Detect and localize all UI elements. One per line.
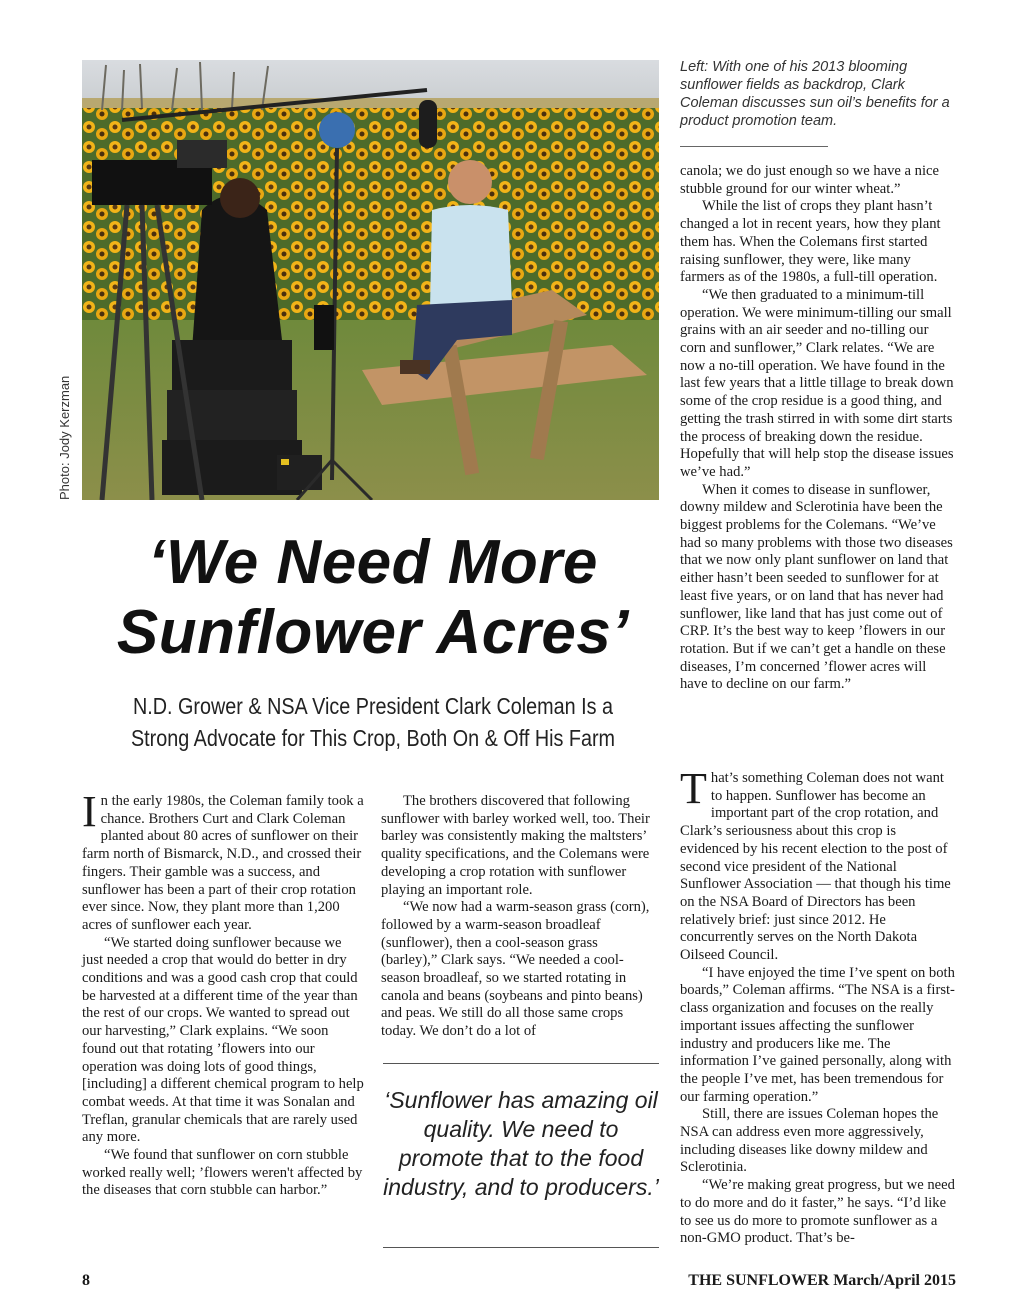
body-column-2 bbox=[381, 793, 656, 1041]
article-headline bbox=[82, 528, 664, 668]
paragraph bbox=[82, 787, 365, 935]
headline-line-2: Sunflower Acres’ bbox=[116, 598, 630, 667]
pullquote-top-rule bbox=[383, 1063, 659, 1064]
publication-footer: THE SUNFLOWER March/April 2015 bbox=[688, 1272, 956, 1289]
paragraph: The brothers discovered that following sunflower with barley worked well, too. Their barley was consistently making the maltsters’ quality specifications, and the Colemans were developing a crop rotation with sunflower playing an important role. bbox=[381, 793, 650, 898]
caption-divider bbox=[680, 146, 828, 147]
feature-photo bbox=[82, 60, 659, 500]
body-column-3-lower bbox=[680, 764, 956, 1248]
paragraph: “I have enjoyed the time I’ve spent on both boards,” Coleman affirms. “The NSA is a first-class organization and focuses on the really important issues affecting the sunflower industry and producers like me. The information I’ve gained personally, along with the people I’ve met, has been tremendous for our farming operation.” bbox=[680, 964, 955, 1105]
paragraph: Still, there are issues Coleman hopes the NSA can address even more aggressively, including diseases like downy mildew and Sclerotinia. bbox=[680, 1106, 939, 1176]
paragraph bbox=[680, 764, 956, 965]
photo-caption: Left: With one of his 2013 blooming sunflower fields as backdrop, Clark Coleman discusses sun oil’s benefits for a product promotion team. bbox=[680, 59, 950, 129]
paragraph: “We started doing sunflower because we just needed a crop that would do better in dry conditions and was a good cash crop that could be harvested at a different time of the year than the rest of our crops. We wanted to spread out our harvesting,” Clark explains. “We soon found out that rotating ’flowers into our operation was doing lots of good things, [including] a different chemical program to help combat weeds. At that time it was Sonalan and Treflan, granular chemicals that are rarely used any more. bbox=[82, 934, 364, 1146]
pullquote-bottom-rule bbox=[383, 1247, 659, 1248]
body-column-3-upper bbox=[680, 163, 956, 694]
body-column-1 bbox=[82, 787, 365, 1200]
subhead-line-1: N.D. Grower & NSA Vice President Clark Coleman Is a bbox=[132, 693, 614, 719]
paragraph: “We now had a warm-season grass (corn), followed by a warm-season broadleaf (sunflower), then a cool-season grass (barley),” Clark says. “We needed a cool-season broadleaf, so we started rotating in canola and beans (soybeans and pinto beans) and peas. We still do all those same crops today. We don’t do a lot of bbox=[381, 899, 650, 1040]
subhead-line-2: Strong Advocate for This Crop, Both On & Off His Farm bbox=[130, 725, 616, 751]
headline-line-1: ‘We Need More bbox=[148, 528, 598, 597]
photo-credit: Photo: Jody Kerzman bbox=[57, 375, 72, 500]
paragraph: “We then graduated to a minimum-till operation. We were minimum-tilling our small grains with an air seeder and no-tilling our corn and sunflower,” Clark relates. “We are now a no-till operation. We have found in the last few years that a little tillage to break down some of the crop residue is a good thing, and getting the trash stirred in with some dirt starts the process of breaking down the residue. Hopefully that will help stop the disease issues we’ve had.” bbox=[680, 286, 954, 480]
paragraph: canola; we do just enough so we have a nice stubble ground for our winter wheat.” bbox=[680, 163, 939, 197]
article-subhead bbox=[123, 690, 624, 754]
pull-quote: ‘Sunflower has amazing oil quality. We need to promote that to the food industry, and to producers.’ bbox=[383, 1087, 659, 1200]
drop-cap: T bbox=[680, 764, 707, 813]
photo-illustration bbox=[82, 60, 659, 500]
drop-cap: I bbox=[82, 787, 97, 836]
paragraph: When it comes to disease in sunflower, downy mildew and Sclerotinia have been the biggest problems for the Colemans. “We’ve had so many problems with those two diseases that we now only plant sunflower on land that either hasn’t been seeded to sunflower for at least five years, or on land that has never had sunflower, like land that has just come out of CRP. It’s the best way to keep ’flowers in our rotation. But if we can’t get a handle on these diseases, I’m concerned ’flower acres will have to decline on our farm.” bbox=[680, 481, 953, 693]
paragraph-text: n the early 1980s, the Coleman family took a chance. Brothers Curt and Clark Coleman planted about 80 acres of sunflower on their farm north of Bismarck, N.D., and crossed their fingers. Their gamble was a success, and sunflower has been a part of their crop rotation ever since. Now, they plant more than 1,200 acres of sunflower each year. bbox=[82, 793, 364, 933]
page-number: 8 bbox=[82, 1272, 90, 1289]
paragraph: “We found that sunflower on corn stubble worked really well; ’flowers weren't affected by the diseases that corn stubble can harbor.” bbox=[82, 1147, 363, 1199]
paragraph: “We’re making great progress, but we need to do more and do it faster,” he says. “I’d like to see us do more to promote sunflower as a non-GMO product. That’s be- bbox=[680, 1177, 955, 1247]
paragraph-text: hat’s something Coleman does not want to happen. Sunflower has become an important part of the crop rotation, and Clark’s seriousness about this crop is evidenced by his recent election to the post of second vice president of the National Sunflower Association — that though his time on the NSA Board of Directors has been relatively brief: just since 2012. He concurrently serves on the North Dakota Oilseed Council. bbox=[680, 770, 951, 964]
paragraph: While the list of crops they plant hasn’t changed a lot in recent years, how they plant them has. When the Colemans first started raising sunflower, they were, like many farmers as of the 1980s, a full-till operation. bbox=[680, 198, 941, 286]
